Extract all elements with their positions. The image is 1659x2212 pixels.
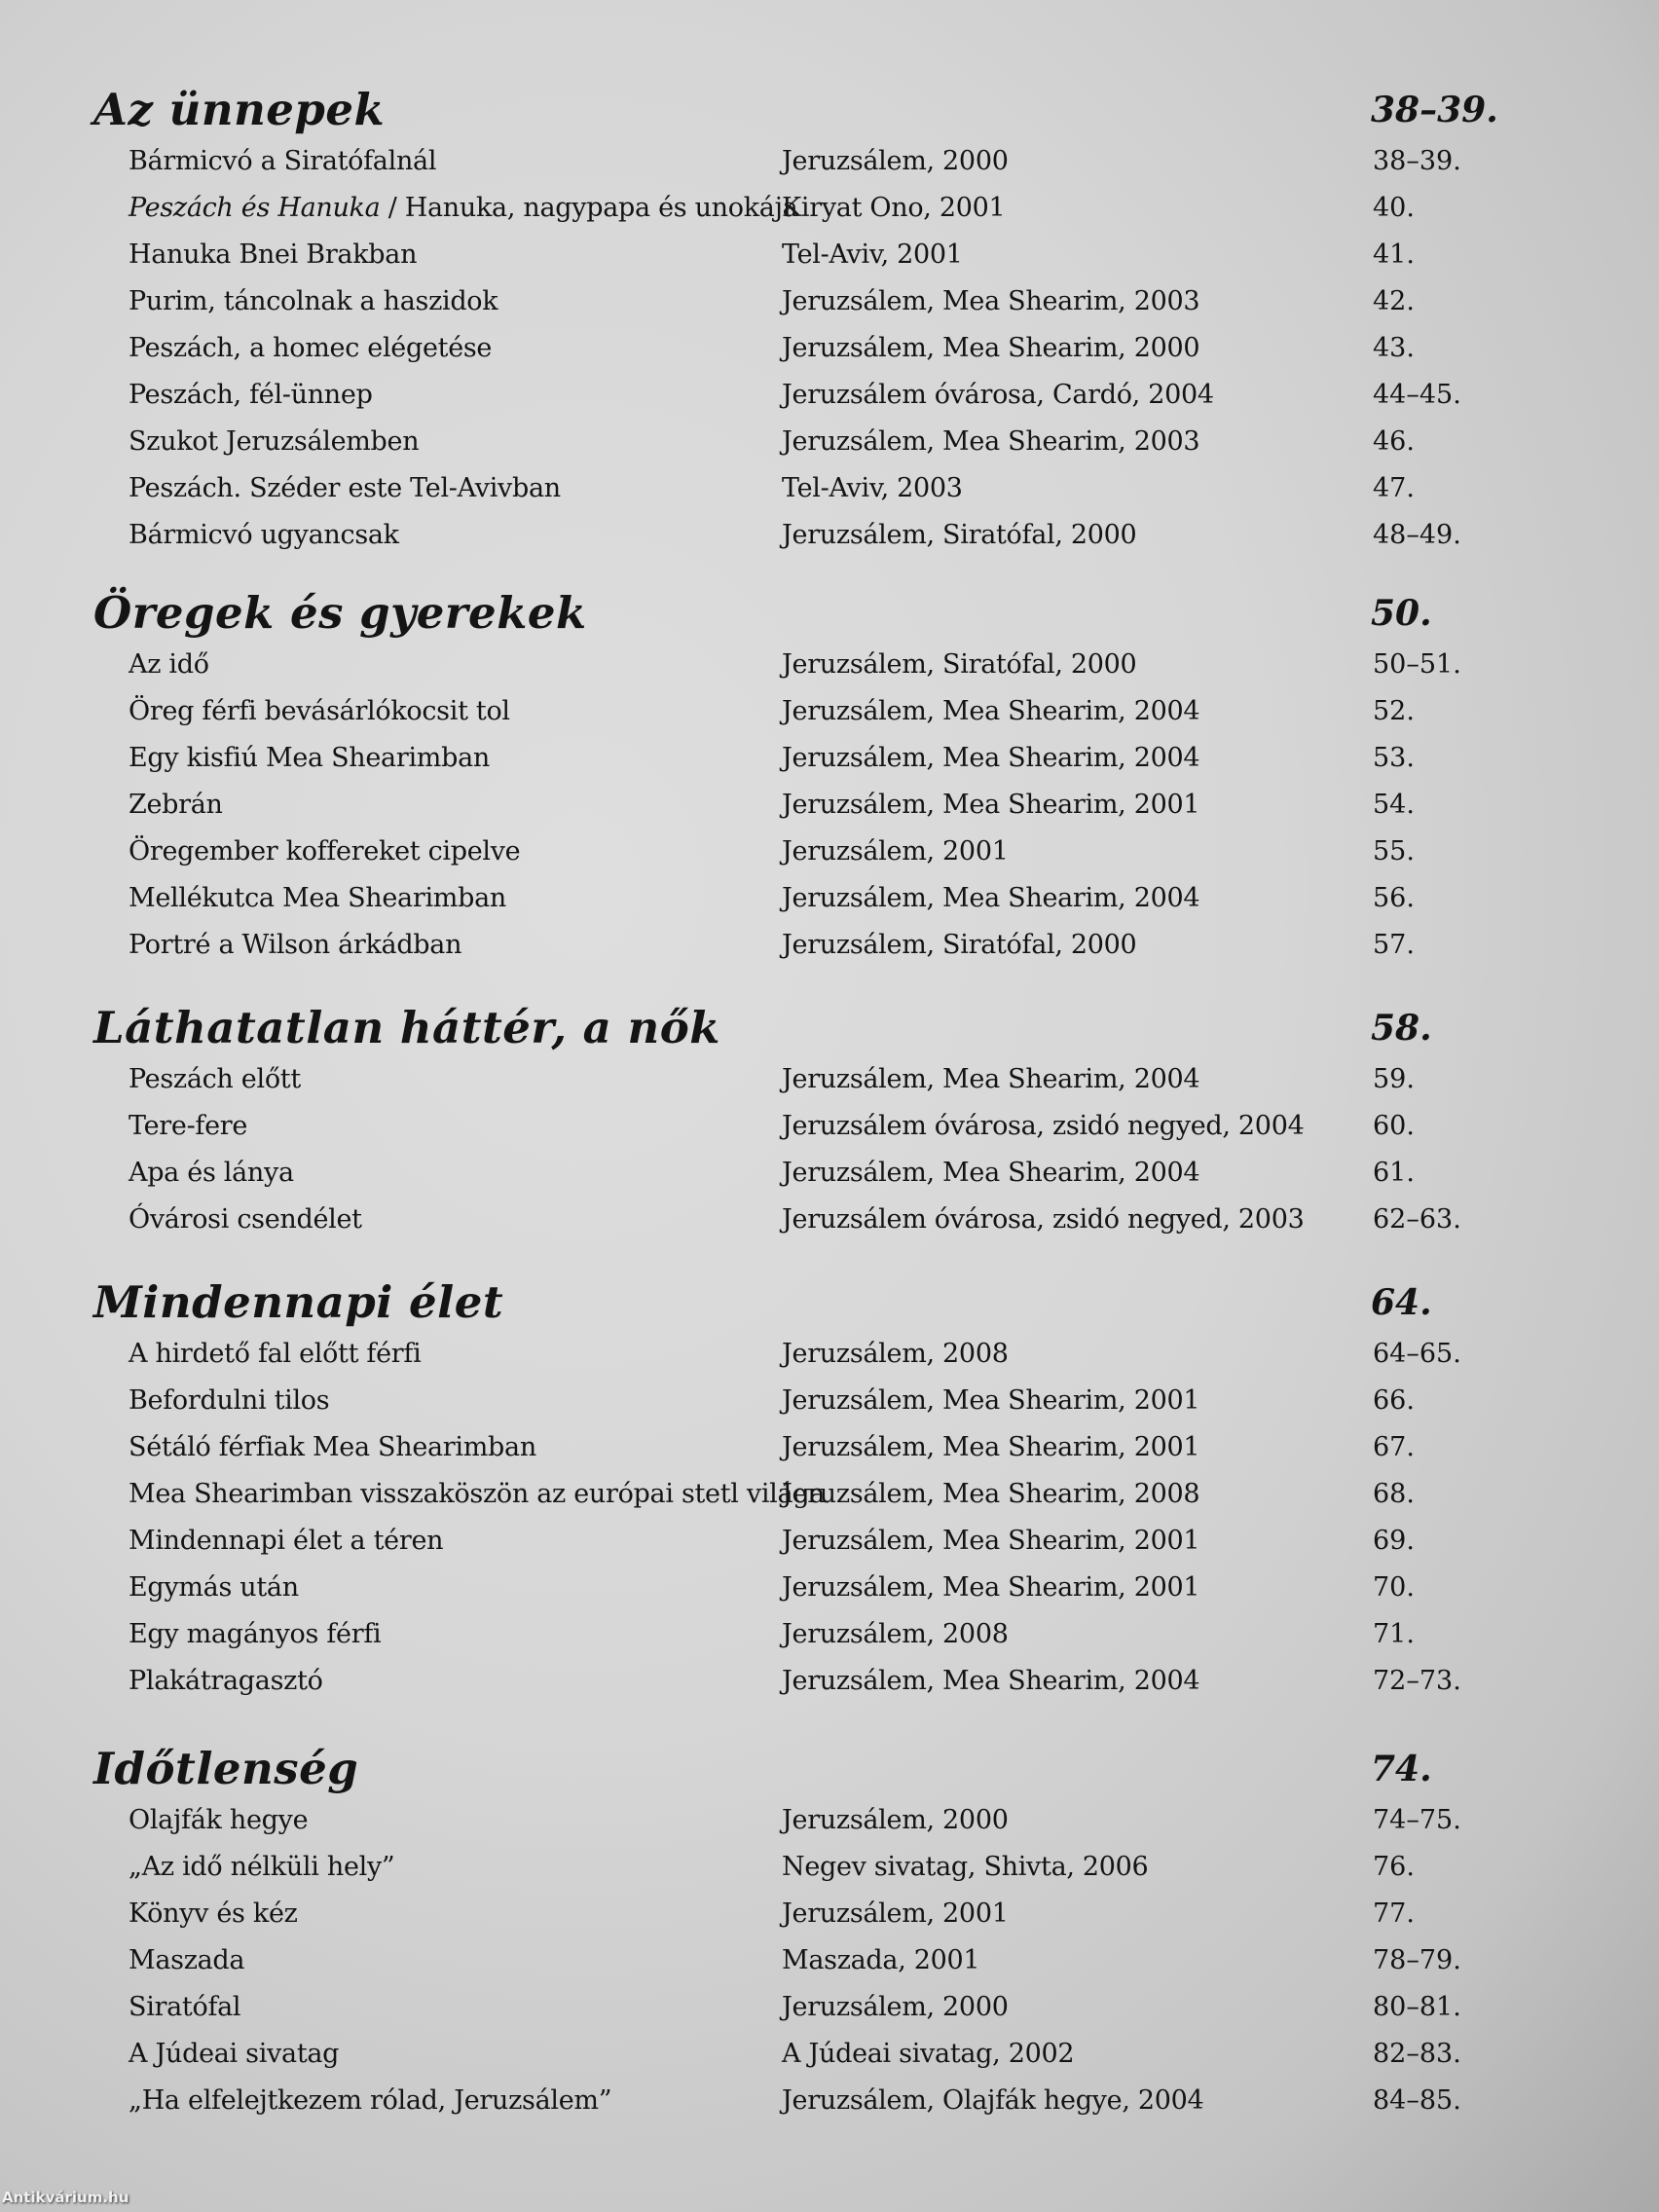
entry-page: 56.	[1373, 883, 1415, 913]
entry-page: 40.	[1373, 193, 1415, 223]
entry-title	[129, 2085, 611, 2116]
entry-title	[129, 1385, 329, 1416]
entry-location: Jeruzsálem, Mea Shearim, 2001	[782, 1572, 1200, 1603]
entry-title-text: Bármicvó a Siratófalnál	[129, 146, 437, 176]
entry-location: Jeruzsálem, Mea Shearim, 2001	[782, 1432, 1200, 1462]
entry-title-text: Szukot Jeruzsálemben	[129, 426, 420, 457]
entry-location: Jeruzsálem, 2008	[782, 1619, 1009, 1649]
section-page: 74.	[1371, 1749, 1432, 1789]
entry-title	[129, 743, 490, 773]
entry-title-text: Befordulni tilos	[129, 1385, 330, 1416]
entry-title-text: „Az idő nélküli hely”	[129, 1852, 395, 1882]
entry-title-text: A hirdető fal előtt férfi	[129, 1339, 422, 1369]
toc-entry	[0, 520, 1659, 584]
entry-title-text: Portré a Wilson árkádban	[129, 930, 462, 960]
section-title: Az ünnepek	[93, 84, 386, 135]
entry-title-text: Peszách, a homec elégetése	[129, 333, 493, 363]
entry-location: Jeruzsálem, Mea Shearim, 2004	[782, 696, 1200, 726]
watermark: Antikvárium.hu	[2, 2189, 129, 2206]
entry-location: Jeruzsálem óvárosa, zsidó negyed, 2004	[782, 1111, 1305, 1141]
entry-location: Jeruzsálem, Mea Shearim, 2001	[782, 1385, 1200, 1416]
entry-title	[129, 836, 520, 866]
entry-title	[129, 1479, 825, 1509]
toc-entry	[0, 930, 1659, 994]
entry-location: Jeruzsálem, Mea Shearim, 2001	[782, 1526, 1200, 1556]
entry-page: 43.	[1373, 333, 1415, 363]
entry-title-text: Könyv és kéz	[129, 1899, 298, 1929]
section-page: 58.	[1371, 1008, 1432, 1049]
entry-title	[129, 883, 506, 913]
entry-title-text: Zebrán	[129, 790, 223, 820]
entry-title-text: Peszách előtt	[129, 1064, 301, 1094]
entry-location: Jeruzsálem, Mea Shearim, 2004	[782, 1666, 1200, 1696]
entry-title	[129, 286, 498, 316]
entry-location: Jeruzsálem óvárosa, Cardó, 2004	[782, 380, 1214, 410]
entry-title	[129, 1619, 381, 1649]
entry-page: 80–81.	[1373, 1992, 1461, 2022]
entry-title-text: Apa és lánya	[129, 1158, 294, 1188]
entry-title	[129, 193, 797, 223]
entry-page: 48–49.	[1373, 520, 1461, 550]
entry-page: 71.	[1373, 1619, 1415, 1649]
entry-page: 82–83.	[1373, 2039, 1461, 2069]
entry-location: Jeruzsálem, Olajfák hegye, 2004	[782, 2085, 1204, 2116]
entry-title	[129, 240, 417, 270]
entry-location: Jeruzsálem, Mea Shearim, 2000	[782, 333, 1200, 363]
toc-section	[0, 1743, 1659, 2150]
entry-title-text: Mea Shearimban visszaköszön az európai stetl világa	[129, 1479, 826, 1509]
entry-page: 84–85.	[1373, 2085, 1461, 2116]
entry-page: 41.	[1373, 240, 1415, 270]
entry-page: 70.	[1373, 1572, 1415, 1603]
entry-page: 78–79.	[1373, 1945, 1461, 1975]
entry-title	[129, 1852, 394, 1882]
entry-location: Negev sivatag, Shivta, 2006	[782, 1852, 1149, 1882]
entry-page: 53.	[1373, 743, 1415, 773]
section-page: 64.	[1371, 1282, 1432, 1323]
entry-page: 46.	[1373, 426, 1415, 457]
entry-title	[129, 146, 436, 176]
entry-page: 77.	[1373, 1899, 1415, 1929]
entry-location: Jeruzsálem, 2001	[782, 836, 1009, 866]
entry-page: 64–65.	[1373, 1339, 1461, 1369]
entry-title-text: Mellékutca Mea Shearimban	[129, 883, 506, 913]
entry-title	[129, 1945, 244, 1975]
entry-title-text: Öregember koffereket cipelve	[129, 836, 521, 866]
entry-location: Jeruzsálem, Mea Shearim, 2008	[782, 1479, 1200, 1509]
toc-section	[0, 84, 1659, 584]
entry-location: Jeruzsálem óvárosa, zsidó negyed, 2003	[782, 1204, 1305, 1235]
entry-location: Maszada, 2001	[782, 1945, 980, 1975]
entry-title-text: / Hanuka, nagypapa és unokája	[380, 193, 798, 223]
entry-title	[129, 2039, 339, 2069]
entry-title	[129, 426, 419, 457]
entry-page: 76.	[1373, 1852, 1415, 1882]
entry-title	[129, 1204, 362, 1235]
toc-entry	[0, 2085, 1659, 2150]
entry-page: 74–75.	[1373, 1805, 1461, 1835]
entry-page: 62–63.	[1373, 1204, 1461, 1235]
toc-section	[0, 1276, 1659, 1730]
entry-title-text: Egy kisfiú Mea Shearimban	[129, 743, 490, 773]
entry-title-text: Peszách. Széder este Tel-Avivban	[129, 473, 561, 503]
entry-page: 50–51.	[1373, 649, 1461, 680]
entry-title	[129, 1572, 299, 1603]
toc-section	[0, 1002, 1659, 1269]
entry-title-text: Mindennapi élet a téren	[129, 1526, 444, 1556]
entry-page: 38–39.	[1373, 146, 1461, 176]
entry-page: 59.	[1373, 1064, 1415, 1094]
entry-location: Jeruzsálem, 2001	[782, 1899, 1009, 1929]
entry-page: 54.	[1373, 790, 1415, 820]
entry-page: 47.	[1373, 473, 1415, 503]
entry-title	[129, 1339, 421, 1369]
entry-title-text: Plakátragasztó	[129, 1666, 323, 1696]
toc-entry	[0, 1666, 1659, 1730]
entry-location: Jeruzsálem, Siratófal, 2000	[782, 930, 1137, 960]
section-title: Láthatatlan háttér, a nők	[93, 1002, 720, 1053]
entry-title-text: A Júdeai sivatag	[129, 2039, 340, 2069]
entry-title	[129, 1064, 301, 1094]
entry-title	[129, 520, 399, 550]
entry-location: Tel-Aviv, 2001	[782, 240, 963, 270]
entry-location: Jeruzsálem, Mea Shearim, 2004	[782, 1158, 1200, 1188]
entry-title-text: Purim, táncolnak a haszidok	[129, 286, 498, 316]
entry-page: 61.	[1373, 1158, 1415, 1188]
entry-title-text: „Ha elfelejtkezem rólad, Jeruzsálem”	[129, 2085, 612, 2116]
entry-title	[129, 1158, 294, 1188]
entry-title	[129, 1992, 240, 2022]
entry-title-text: Bármicvó ugyancsak	[129, 520, 399, 550]
entry-page: 57.	[1373, 930, 1415, 960]
toc-entry	[0, 1204, 1659, 1269]
entry-location: Jeruzsálem, 2000	[782, 1805, 1009, 1835]
entry-title-text: Siratófal	[129, 1992, 241, 2022]
entry-page: 68.	[1373, 1479, 1415, 1509]
entry-page: 52.	[1373, 696, 1415, 726]
entry-title-text: Öreg férfi bevásárlókocsit tol	[129, 696, 510, 726]
entry-page: 69.	[1373, 1526, 1415, 1556]
entry-location: Jeruzsálem, Mea Shearim, 2003	[782, 426, 1200, 457]
entry-title	[129, 696, 510, 726]
entry-title	[129, 380, 373, 410]
entry-title	[129, 790, 223, 820]
section-title: Mindennapi élet	[93, 1276, 504, 1328]
entry-title	[129, 649, 209, 680]
section-page: 38–39.	[1371, 90, 1498, 130]
entry-page: 55.	[1373, 836, 1415, 866]
entry-title-text: Peszách, fél-ünnep	[129, 380, 373, 410]
entry-title-text: Egymás után	[129, 1572, 299, 1603]
entry-location: Jeruzsálem, 2000	[782, 146, 1009, 176]
entry-location: Jeruzsálem, Siratófal, 2000	[782, 649, 1137, 680]
entry-location: Jeruzsálem, 2000	[782, 1992, 1009, 2022]
entry-title-text: Maszada	[129, 1945, 245, 1975]
entry-title	[129, 333, 492, 363]
entry-title-text: Az idő	[129, 649, 209, 680]
entry-page: 72–73.	[1373, 1666, 1461, 1696]
entry-location: Jeruzsálem, Mea Shearim, 2004	[782, 1064, 1200, 1094]
entry-title	[129, 1666, 323, 1696]
entry-location: Kiryat Ono, 2001	[782, 193, 1006, 223]
entry-title	[129, 1899, 298, 1929]
entry-page: 66.	[1373, 1385, 1415, 1416]
entry-title	[129, 1432, 536, 1462]
entry-title-text: Hanuka Bnei Brakban	[129, 240, 418, 270]
entry-location: Tel-Aviv, 2003	[782, 473, 963, 503]
entry-title-italic: Peszách és Hanuka	[129, 193, 381, 223]
entry-title-text: Egy magányos férfi	[129, 1619, 382, 1649]
entry-page: 67.	[1373, 1432, 1415, 1462]
entry-location: Jeruzsálem, Mea Shearim, 2004	[782, 743, 1200, 773]
entry-location: Jeruzsálem, 2008	[782, 1339, 1009, 1369]
entry-title-text: Óvárosi csendélet	[129, 1204, 362, 1235]
entry-title	[129, 1111, 247, 1141]
entry-title-text: Tere-fere	[129, 1111, 248, 1141]
section-title: Időtlenség	[93, 1743, 359, 1794]
entry-page: 44–45.	[1373, 380, 1461, 410]
entry-title-text: Sétáló férfiak Mea Shearimban	[129, 1432, 536, 1462]
section-title: Öregek és gyerekek	[93, 587, 587, 639]
entry-page: 42.	[1373, 286, 1415, 316]
section-page: 50.	[1371, 593, 1432, 634]
entry-title	[129, 1526, 443, 1556]
entry-location: Jeruzsálem, Mea Shearim, 2004	[782, 883, 1200, 913]
entry-page: 60.	[1373, 1111, 1415, 1141]
entry-title	[129, 930, 461, 960]
entry-location: Jeruzsálem, Siratófal, 2000	[782, 520, 1137, 550]
entry-title	[129, 1805, 308, 1835]
entry-location: Jeruzsálem, Mea Shearim, 2001	[782, 790, 1200, 820]
toc-section	[0, 587, 1659, 994]
entry-title	[129, 473, 561, 503]
entry-location: A Júdeai sivatag, 2002	[782, 2039, 1075, 2069]
entry-title-text: Olajfák hegye	[129, 1805, 309, 1835]
entry-location: Jeruzsálem, Mea Shearim, 2003	[782, 286, 1200, 316]
